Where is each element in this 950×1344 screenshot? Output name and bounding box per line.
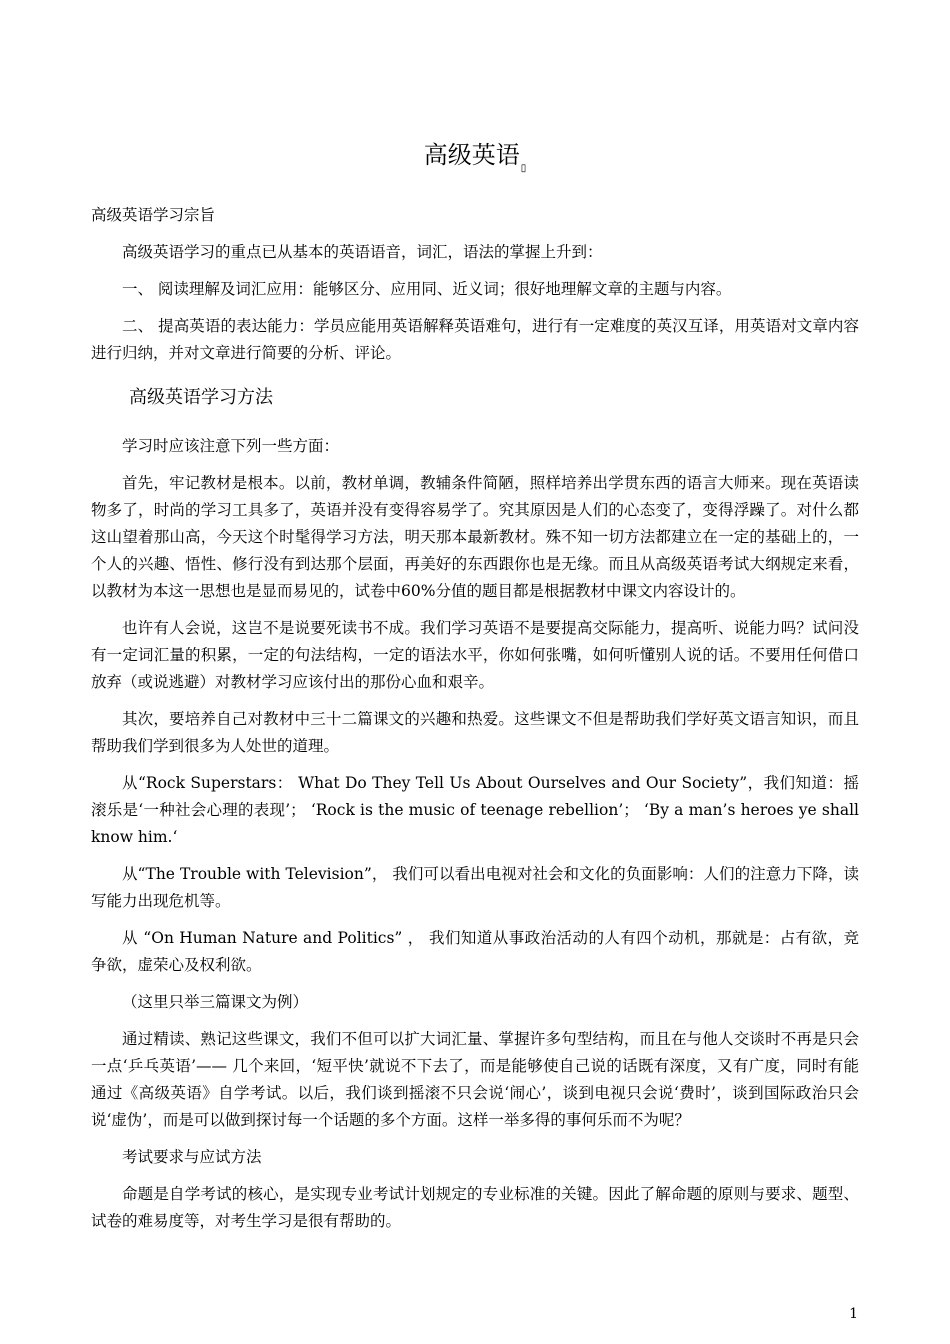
paragraph: 从 “On Human Nature and Politics” ， 我们知道从事政治活动的人有四个动机，那就是：占有欲，竞争欲，虚荣心及权利欲。 [91, 929, 859, 974]
paragraph: 其次，要培养自己对教材中三十二篇课文的兴趣和热爱。这些课文不但是帮助我们学好英文语言知识，而且帮助我们学到很多为人处世的道理。 [91, 710, 859, 755]
document-body [91, 202, 859, 1235]
list-item: 一、 阅读理解及词汇应用：能够区分、应用同、近义词；很好地理解文章的主题与内容。 [122, 280, 732, 298]
paragraph: 首先，牢记教材是根本。以前，教材单调，教辅条件简陋，照样培养出学贯东西的语言大师来。现在英语读物多了，时尚的学习工具多了，英语并没有变得容易学了。究其原因是人们的心态变了，变得浮躁了。对什么都这山望着那山高，今天这个时髦得学习方法，明天那本最新教材。殊不知一切方法都建立在一定的基础上的，一个人的兴趣、悟性、修行没有到达那个层面，再美好的东西跟你也是无缘。而且从高级英语考试大纲规定来看，以教材为本这一思想也是显而易见的，试卷中60%分值的题目都是根据教材中课文内容设计的。 [91, 474, 859, 600]
page-number: 1 [849, 1306, 858, 1322]
section-heading-exam: 考试要求与应试方法 [122, 1148, 262, 1166]
paragraph: 通过精读、熟记这些课文，我们不但可以扩大词汇量、掌握许多句型结构，而且在与他人交谈时不再是只会一点‘乒乓英语’—— 几个来回，‘短平快’就说不下去了，而是能够使自己说的话既有深度，又有广度，同时有能通过《高级英语》自学考试。以后，我们谈到摇滚不只会说‘闹心’，谈到电视只会说‘费时’，谈到国际政治只会说‘虚伪’，而是可以做到探讨每一个话题的多个方面。这样一举多得的事何乐而不为呢？ [91, 1030, 859, 1129]
paragraph: 也许有人会说，这岂不是说要死读书不成。我们学习英语不是要提高交际能力，提高听、说能力吗？试问没有一定词汇量的积累，一定的句法结构，一定的语法水平，你如何张嘴，如何听懂别人说的话。不要用任何借口放弃（或说逃避）对教材学习应该付出的那份心血和艰辛。 [91, 619, 859, 691]
title-text: 高级英语 [423, 141, 520, 169]
list-item: 二、 提高英语的表达能力：学员应能用英语解释英语难句，进行有一定难度的英汉互译，用英语对文章内容进行归纳，并对文章进行简要的分析、评论。 [91, 317, 859, 362]
section-heading-method: 高级英语学习方法 [129, 387, 273, 408]
section-heading-purpose: 高级英语学习宗旨 [91, 206, 216, 224]
paragraph: 从“Rock Superstars： What Do They Tell Us About Ourselves and Our Society”，我们知道：摇滚乐是‘一种社会心理的表现’； ‘Rock is the music of teenage rebellion’； ‘By a man’s heroes ye shall know him.‘ [91, 774, 859, 846]
paragraph: 命题是自学考试的核心，是实现专业考试计划规定的专业标准的关键。因此了解命题的原则与要求、题型、试卷的难易度等，对考生学习是很有帮助的。 [91, 1185, 859, 1230]
paragraph: 学习时应该注意下列一些方面： [122, 437, 340, 455]
footnote-mark: ▯ [520, 163, 527, 174]
paragraph: 高级英语学习的重点已从基本的英语语音，词汇，语法的掌握上升到： [122, 243, 603, 261]
paragraph: （这里只举三篇课文为例） [122, 993, 309, 1011]
paragraph: 从“The Trouble with Television”， 我们可以看出电视对社会和文化的负面影响：人们的注意力下降，读写能力出现危机等。 [91, 865, 859, 910]
page-title [0, 139, 950, 185]
